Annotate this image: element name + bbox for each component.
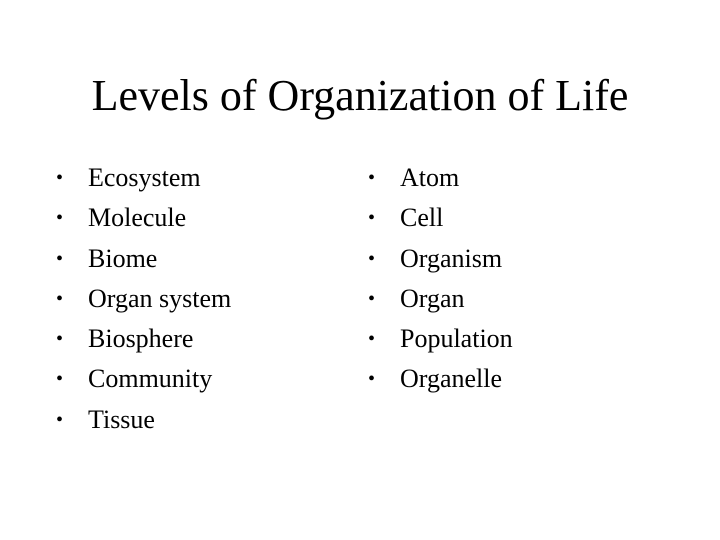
bullet-icon: • [56,207,64,230]
bullet-icon: • [368,207,376,230]
bullet-icon: • [56,287,64,310]
bullet-icon: • [368,167,376,189]
list-item-text: Cell [400,203,444,233]
list-item-text: Biome [88,243,158,273]
list-item-text: Atom [400,163,460,192]
bullet-icon: • [368,368,376,391]
list-item-text: Population [400,324,513,354]
slide-title: Levels of Organization of Life [91,71,629,120]
list-item-text: Ecosystem [88,163,201,192]
list-item-text: Biosphere [88,324,194,354]
list-item-text: Organ [400,283,465,313]
bullet-icon: • [56,247,64,270]
bullet-icon: • [56,167,64,189]
bullet-icon: • [368,247,376,270]
bullet-icon: • [368,287,376,310]
list-item-text: Organelle [400,364,503,394]
list-item-text: Organ system [88,283,232,313]
list-item-text: Organism [400,243,503,273]
bullet-icon: • [56,328,64,351]
list-item-text: Community [88,364,213,394]
bullet-icon: • [56,368,64,391]
list-item-text: Molecule [88,203,187,233]
bullet-icon: • [56,408,64,431]
list-item-text: Tissue [88,404,155,434]
bullet-icon: • [368,328,376,351]
